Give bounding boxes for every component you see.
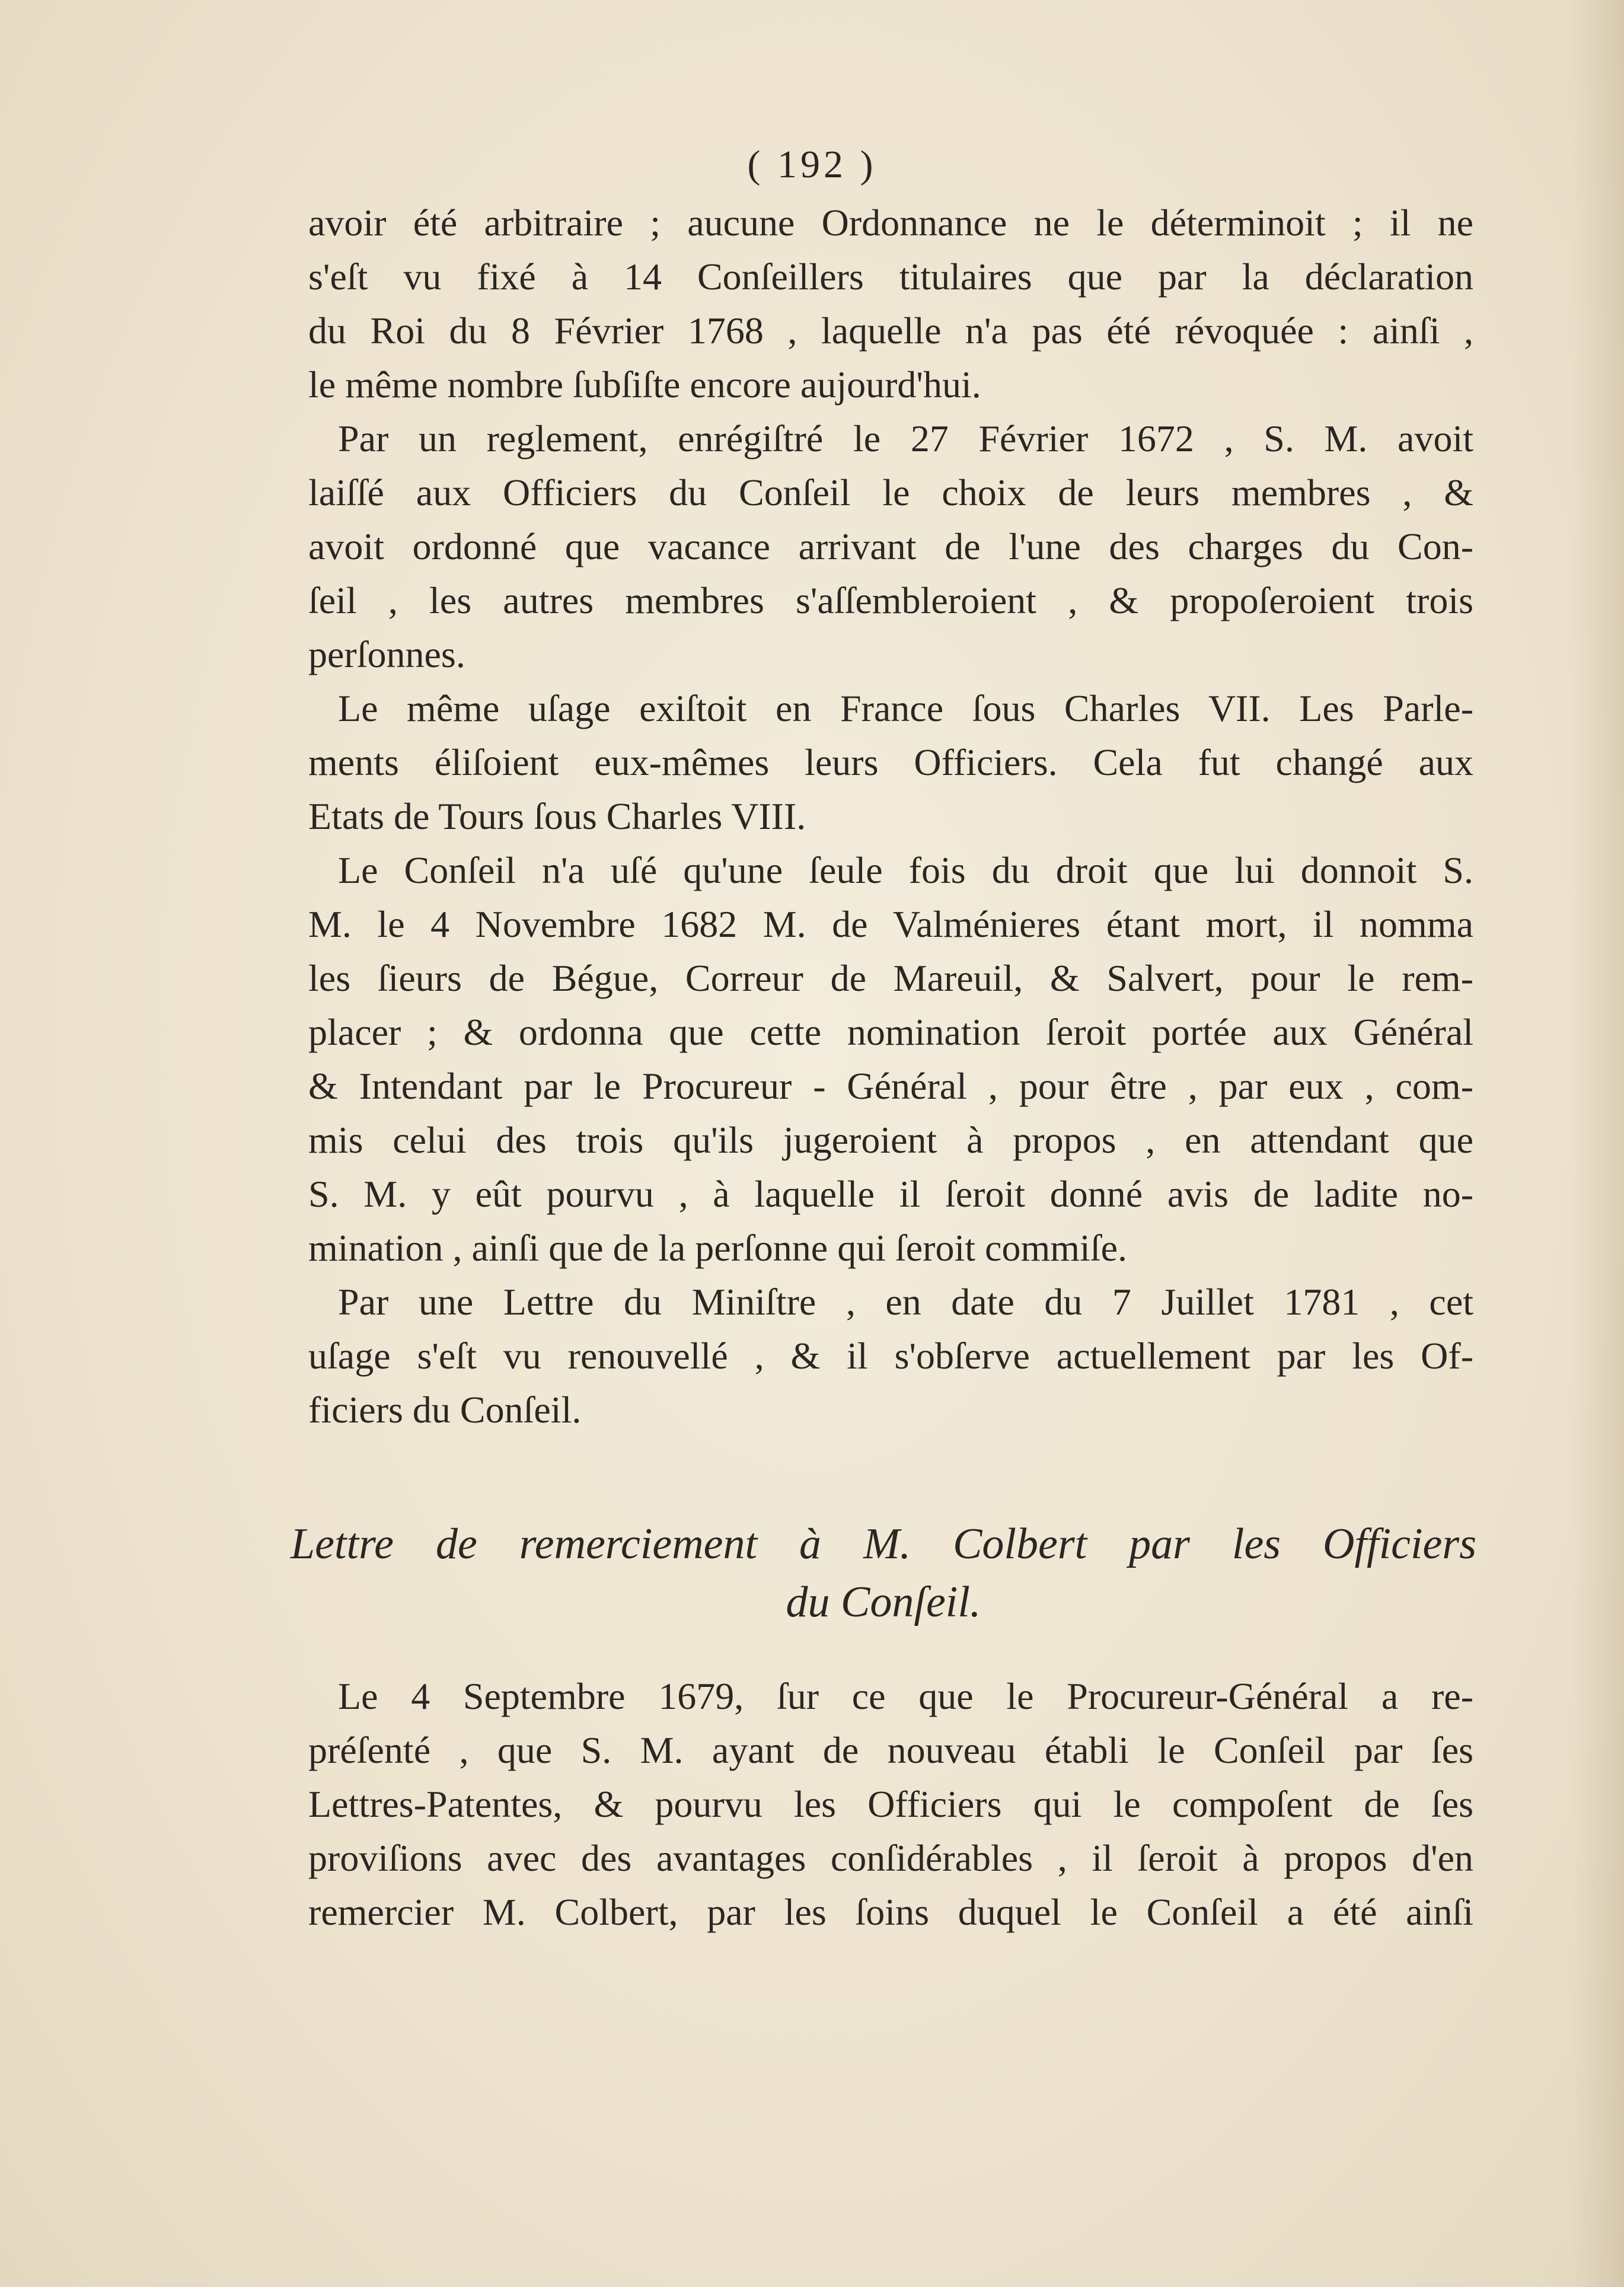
text-line: placer ; & ordonna que cette nomination ſeroit portée aux Général [308,1011,1473,1053]
page-number: ( 192 ) [747,143,877,186]
text-line: M. le 4 Novembre 1682 M. de Valménieres étant mort, il nomma [308,903,1473,945]
text-line: & Intendant par le Procureur - Général , pour être , par eux , com- [308,1065,1473,1107]
text-line: Etats de Tours ſous Charles VIII. [308,795,806,837]
text-line: ſeil , les autres membres s'aſſembleroient , & propoſeroient trois [308,579,1473,621]
text-line: mis celui des trois qu'ils jugeroient à propos , en attendant que [308,1119,1473,1161]
text-line: laiſſé aux Officiers du Conſeil le choix de leurs membres , & [308,471,1473,513]
text-line: Le Conſeil n'a uſé qu'une ſeule fois du droit que lui donnoit S. [338,849,1473,891]
text-line: s'eſt vu fixé à 14 Conſeillers titulaires que par la déclaration [308,256,1473,298]
text-line: proviſions avec des avantages conſidérables , il ſeroit à propos d'en [308,1837,1473,1879]
section-1-text [308,196,1473,1437]
text-line: S. M. y eût pourvu , à laquelle il ſeroit donné avis de ladite no- [308,1173,1473,1215]
section-heading [291,1515,1476,1631]
section-2-text [308,1669,1473,1939]
text-line: le même nombre ſubſiſte encore aujourd'hui. [308,363,981,406]
page-edge-shading [1571,0,1624,2287]
text-line: Lettres-Patentes, & pourvu les Officiers qui le compoſent de ſes [308,1783,1473,1825]
text-line: avoit ordonné que vacance arrivant de l'une des charges du Con- [308,525,1473,567]
text-line: Le même uſage exiſtoit en France ſous Charles VII. Les Parle- [338,687,1473,729]
text-line: perſonnes. [308,633,465,675]
text-line: remercier M. Colbert, par les ſoins duquel le Conſeil a été ainſi [308,1891,1473,1933]
text-line: préſenté , que S. M. ayant de nouveau établi le Conſeil par ſes [308,1729,1473,1771]
text-line: Le 4 Septembre 1679, ſur ce que le Procureur-Général a re- [338,1675,1473,1717]
text-line: ficiers du Conſeil. [308,1389,582,1431]
text-line: Par une Lettre du Miniſtre , en date du 7 Juillet 1781 , cet [338,1281,1473,1323]
text-line: mination , ainſi que de la perſonne qui ſeroit commiſe. [308,1227,1127,1269]
text-line: du Roi du 8 Février 1768 , laquelle n'a pas été révoquée : ainſi , [308,310,1473,352]
text-line: uſage s'eſt vu renouvellé , & il s'obſerve actuellement par les Of- [308,1335,1473,1377]
heading-line-1: Lettre de remerciement à M. Colbert par les Officiers [291,1520,1476,1568]
text-line: les ſieurs de Bégue, Correur de Mareuil, & Salvert, pour le rem- [308,957,1473,999]
text-line: Par un reglement, enrégiſtré le 27 Février 1672 , S. M. avoit [338,417,1473,460]
text-line: avoir été arbitraire ; aucune Ordonnance ne le déterminoit ; il ne [308,202,1473,244]
heading-line-2: du Conſeil. [786,1578,981,1626]
text-line: ments éliſoient eux-mêmes leurs Officiers. Cela fut changé aux [308,741,1473,783]
